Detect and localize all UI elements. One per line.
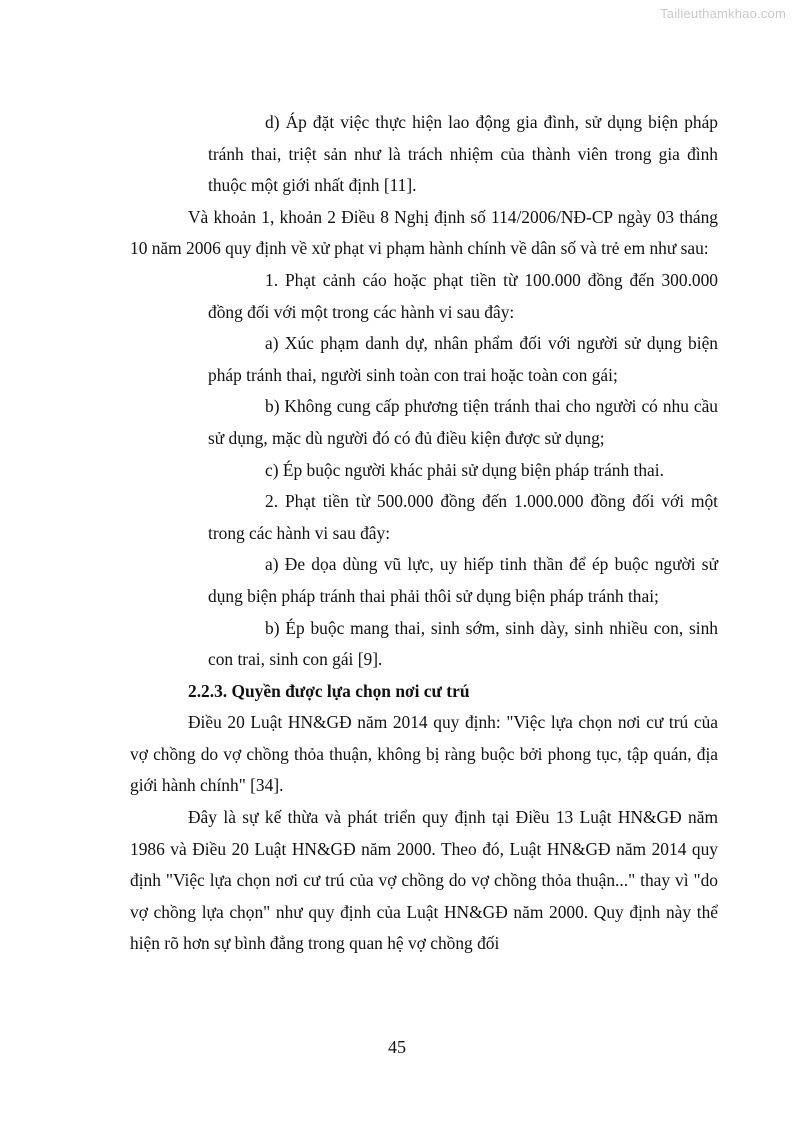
quote-clause-1a: a) Xúc phạm danh dự, nhân phẩm đối với người sử dụng biện pháp tránh thai, người sinh toàn con trai hoặc toàn con gái; xyxy=(208,333,718,385)
quote-clause-2: 2. Phạt tiền từ 500.000 đồng đến 1.000.000 đồng đối với một trong các hành vi sau đây: xyxy=(208,491,718,543)
watermark: Tailieuthamkhao.com xyxy=(660,6,786,21)
body-paragraph-article20: Điều 20 Luật HN&GĐ năm 2014 quy định: "Việc lựa chọn nơi cư trú của vợ chồng do vợ chồng thỏa thuận, không bị ràng buộc bởi phong tục, tập quán, địa giới hành chính" [34]. xyxy=(130,712,718,796)
body-paragraph-analysis: Đây là sự kế thừa và phát triển quy định tại Điều 13 Luật HN&GĐ năm 1986 và Điều 20 Luật HN&GĐ năm 2000. Theo đó, Luật HN&GĐ năm 2014 quy định "Việc lựa chọn nơi cư trú của vợ chồng do vợ chồng thỏa thuận..." thay vì "do vợ chồng lựa chọn" như quy định của Luật HN&GĐ năm 2000. Quy định này thể hiện rõ hơn sự bình đẳng trong quan hệ vợ chồng đối xyxy=(130,807,718,954)
quote-clause-2a: a) Đe dọa dùng vũ lực, uy hiếp tinh thần để ép buộc người sử dụng biện pháp tránh thai phải thôi sử dụng biện pháp tránh thai; xyxy=(208,554,718,606)
quote-paragraph-d: d) Áp đặt việc thực hiện lao động gia đình, sử dụng biện pháp tránh thai, triệt sản như là trách nhiệm của thành viên trong gia đình thuộc một giới nhất định [11]. xyxy=(208,112,718,196)
section-heading: 2.2.3. Quyền được lựa chọn nơi cư trú xyxy=(188,680,470,701)
quote-clause-1b: b) Không cung cấp phương tiện tránh thai cho người có nhu cầu sử dụng, mặc dù người đó có đủ điều kiện được sử dụng; xyxy=(208,396,718,448)
quote-clause-1: 1. Phạt cảnh cáo hoặc phạt tiền từ 100.000 đồng đến 300.000 đồng đối với một trong các hành vi sau đây: xyxy=(208,269,718,322)
quote-clause-1c: c) Ép buộc người khác phải sử dụng biện pháp tránh thai. xyxy=(265,459,664,480)
body-paragraph-intro: Và khoản 1, khoản 2 Điều 8 Nghị định số 114/2006/NĐ-CP ngày 03 tháng 10 năm 2006 quy định về xử phạt vi phạm hành chính về dân số và trẻ em như sau: xyxy=(130,206,718,259)
document-body xyxy=(130,107,718,960)
quote-clause-2b: b) Ép buộc mang thai, sinh sớm, sinh dày, sinh nhiều con, sinh con trai, sinh con gái [9]. xyxy=(208,617,718,670)
page-number: 45 xyxy=(388,1037,406,1057)
